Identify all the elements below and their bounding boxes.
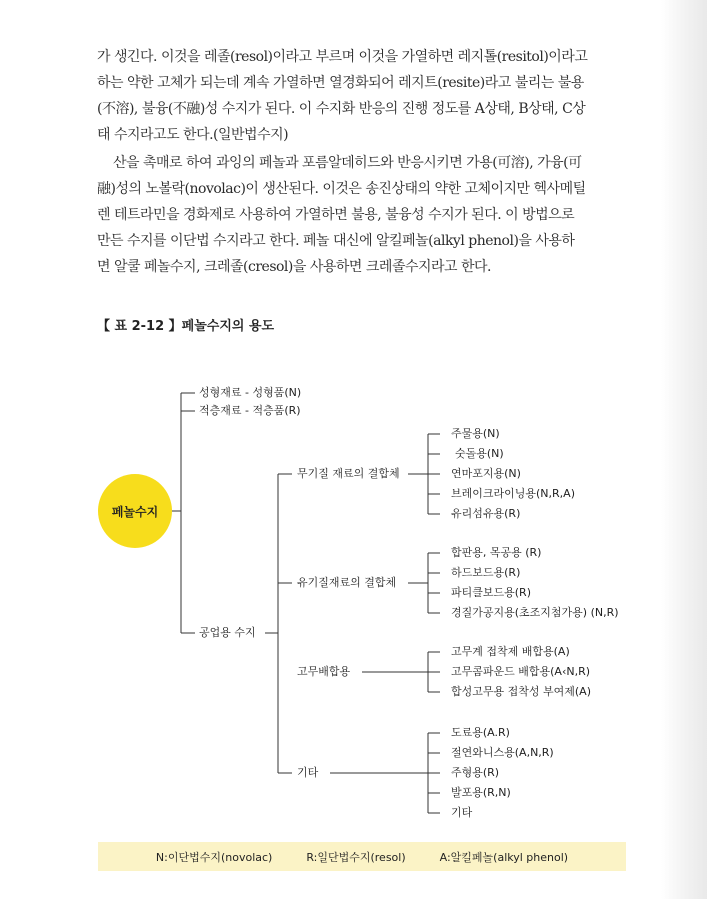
- text-line: 면 알쿨 페놀수지, 크레졸(cresol)을 사용하면 크레졸수지라고 한다.: [97, 259, 492, 275]
- group-other: 기타: [297, 766, 319, 779]
- legend-novolac: N:이단법수지(novolac): [155, 850, 273, 864]
- text-line: 融)성의 노볼락(novolac)이 생산된다. 이것은 송진상태의 약한 고체이지만 헥사메틸: [97, 181, 586, 197]
- table-caption: 【 표 2-12 】페놀수지의 용도: [97, 319, 275, 334]
- legend-alkyl-phenol: A:알킬페놀(alkyl phenol): [439, 850, 569, 864]
- text-line: 하는 약한 고체가 되는데 계속 가열하면 열경화되어 레지트(resite)라고 불리는 불용: [97, 75, 584, 91]
- text-line: (不溶), 불융(不融)성 수지가 된다. 이 수지화 반응의 진행 정도를 A상태, B상태, C상: [97, 101, 586, 117]
- leaf-item: 브레이크라이닝용(N,R,A): [451, 487, 575, 500]
- leaf-item: 연마포지용(N): [451, 467, 521, 480]
- root-node-phenol-resin: 페놀수지: [98, 474, 172, 548]
- leaf-item: 파티클보드용(R): [451, 586, 531, 599]
- text-line: 산을 촉매로 하여 과잉의 페놀과 포름알데히드와 반응시키면 가용(可溶), 가융(可: [113, 155, 582, 171]
- leaf-item: 주형용(R): [451, 766, 500, 779]
- leaf-item: 하드보드용(R): [451, 566, 521, 579]
- legend-bar: [98, 842, 626, 871]
- text-line: 태 수지라고도 한다.(일반법수지): [97, 127, 289, 143]
- leaf-item: 도료용(A.R): [451, 726, 510, 739]
- group-inorganic-binder: 무기질 재료의 결합체: [297, 467, 400, 480]
- leaf-item: 합판용, 목공용 (R): [451, 546, 542, 559]
- text-line: 렌 테트라민을 경화제로 사용하여 가열하면 불용, 불융성 수지가 된다. 이 방법으로: [97, 207, 575, 223]
- group-rubber-compound: 고무배합용: [297, 665, 351, 678]
- leaf-item: 발포용(R,N): [451, 786, 511, 799]
- leaf-item: 절연와니스용(A,N,R): [451, 746, 554, 759]
- leaf-item: 주물용(N): [451, 427, 500, 440]
- legend-resol: R:일단법수지(resol): [306, 850, 406, 864]
- leaf-item: 고무계 접착제 배합용(A): [451, 645, 570, 658]
- branch-laminate: 적층재료 - 적층품(R): [199, 404, 301, 417]
- leaf-item: 유리섬유용(R): [451, 507, 521, 520]
- branch-industrial: 공업용 수지: [199, 626, 256, 639]
- text-line: 가 생긴다. 이것을 레졸(resol)이라고 부르며 이것을 가열하면 레지톨(resitol)이라고: [97, 49, 588, 65]
- branch-molding: 성형재료 - 성형품(N): [199, 386, 302, 399]
- group-organic-binder: 유기질재료의 결합체: [297, 576, 397, 589]
- leaf-item: 숫돌용(N): [455, 447, 504, 460]
- leaf-item: 기타: [451, 806, 473, 819]
- text-line: 만든 수지를 이단법 수지라고 한다. 페놀 대신에 알킬페놀(alkyl phenol)을 사용하: [97, 233, 575, 249]
- leaf-item: 경질가공지용(초조지첨가용) (N,R): [451, 606, 619, 619]
- leaf-item: 고무콤파운드 배합용(A‹N,R): [451, 665, 591, 678]
- leaf-item: 합성고무용 접착성 부여제(A): [451, 685, 591, 698]
